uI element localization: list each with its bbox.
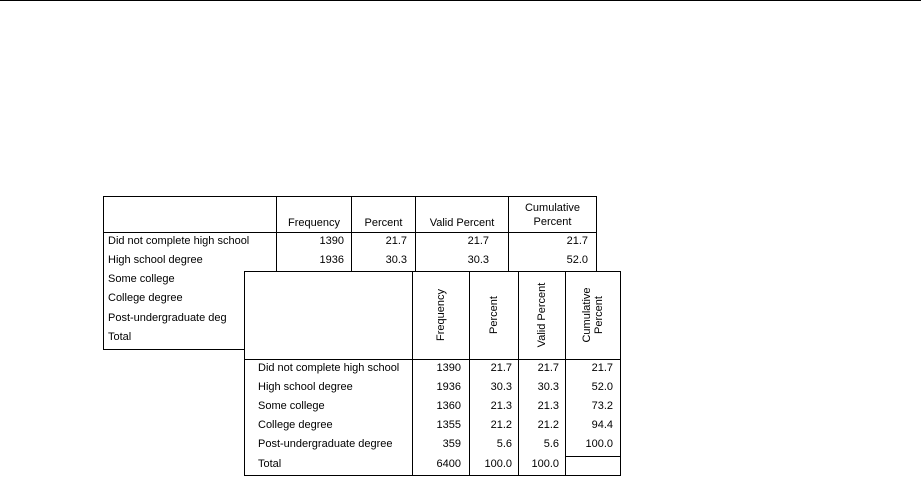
column-header-frequency: Frequency xyxy=(288,217,340,229)
row-label: Post-undergraduate deg xyxy=(108,312,227,324)
cell-percent: 21.7 xyxy=(490,362,512,374)
row-label: High school degree xyxy=(108,254,203,266)
cell-frequency: 6400 xyxy=(436,458,461,470)
cell-valid-percent: 30.3 xyxy=(467,254,489,266)
column-header-cumulative-percent: Cumulative xyxy=(524,202,581,214)
cell-percent: 30.3 xyxy=(490,381,512,393)
row-label: High school degree xyxy=(258,381,353,393)
table-border xyxy=(596,196,597,271)
cell-percent: 100.0 xyxy=(484,458,512,470)
row-label: Some college xyxy=(258,400,325,412)
column-header-valid-percent: Valid Percent xyxy=(429,217,495,229)
table-border xyxy=(103,196,597,197)
cell-frequency: 1360 xyxy=(436,400,461,412)
row-label: College degree xyxy=(108,292,183,304)
header-divider xyxy=(103,232,597,233)
cell-valid-percent: 5.6 xyxy=(543,438,559,450)
cell-percent: 5.6 xyxy=(496,438,512,450)
cell-valid-percent: 21.2 xyxy=(537,419,559,431)
cell-frequency: 1390 xyxy=(319,235,344,247)
cell-percent: 30.3 xyxy=(385,254,407,266)
row-label: Post-undergraduate degree xyxy=(258,438,393,450)
cell-frequency: 1936 xyxy=(436,381,461,393)
cell-valid-percent: 21.7 xyxy=(537,362,559,374)
cell-percent: 21.3 xyxy=(490,400,512,412)
cell-cumulative-percent: 94.4 xyxy=(591,419,613,431)
row-label: Some college xyxy=(108,273,175,285)
cell-cumulative-percent: 73.2 xyxy=(591,400,613,412)
column-header-valid-percent: Valid Percent xyxy=(536,282,548,348)
cell-cumulative-percent: 52.0 xyxy=(566,254,588,266)
table-border xyxy=(620,271,621,476)
cell-cumulative-percent: 100.0 xyxy=(585,438,613,450)
top-divider xyxy=(0,0,921,1)
cell-percent: 21.2 xyxy=(490,419,512,431)
cell-cumulative-percent: 21.7 xyxy=(566,235,588,247)
cell-valid-percent: 21.3 xyxy=(537,400,559,412)
cell-frequency: 1355 xyxy=(436,419,461,431)
table-border xyxy=(103,196,104,350)
cell-frequency: 359 xyxy=(442,438,461,450)
column-header-frequency: Frequency xyxy=(435,289,447,341)
row-label: Did not complete high school xyxy=(108,235,250,247)
table-border xyxy=(244,271,245,476)
row-label: Did not complete high school xyxy=(258,362,400,374)
column-header-cumulative-percent: Percent xyxy=(533,216,572,228)
frequency-table-rotated-headers xyxy=(244,271,621,476)
cell-frequency: 1390 xyxy=(436,362,461,374)
row-label: Total xyxy=(258,458,282,470)
cell-valid-percent: 100.0 xyxy=(531,458,559,470)
cell-valid-percent: 30.3 xyxy=(537,381,559,393)
column-header-percent: Percent xyxy=(488,296,500,334)
cell-cumulative-percent: 21.7 xyxy=(591,362,613,374)
column-header-percent: Percent xyxy=(364,217,403,229)
cell-cumulative-percent: 52.0 xyxy=(591,381,613,393)
row-label: College degree xyxy=(258,419,333,431)
row-label: Total xyxy=(108,331,132,343)
cell-percent: 21.7 xyxy=(385,235,407,247)
column-header-cumulative-percent: Cumulative Percent xyxy=(581,287,605,343)
cell-valid-percent: 21.7 xyxy=(467,235,489,247)
cell-border xyxy=(565,456,621,457)
cell-frequency: 1936 xyxy=(319,254,344,266)
